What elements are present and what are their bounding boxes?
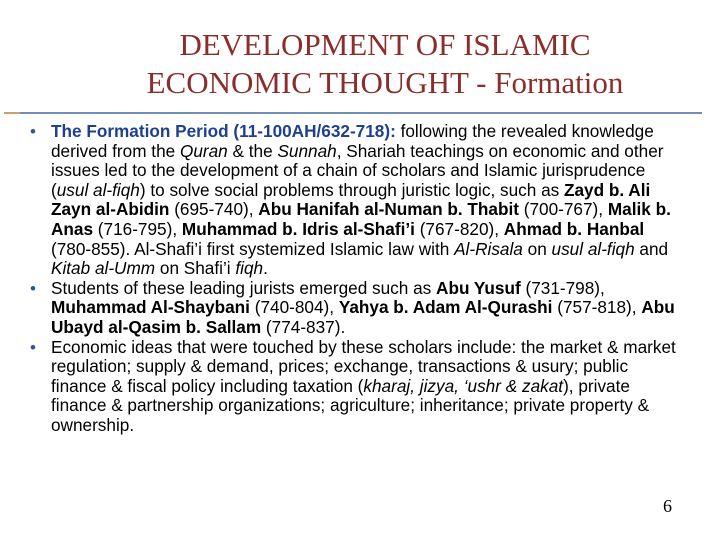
scholar-name: Muhammad b. Idris al-Shafi’i bbox=[181, 218, 415, 239]
scholar-name: Abu Ubayd al-Qasim b. Sallam bbox=[51, 297, 675, 337]
scholar-dates: (716-795), bbox=[93, 218, 182, 239]
bullet-lead: The Formation Period (11-100AH/632-718): bbox=[51, 121, 396, 141]
scholar-name: Zayd b. Ali Zayn al-Abidin bbox=[51, 179, 651, 220]
term-usul-al-fiqh: usul al-fiqh bbox=[551, 238, 635, 259]
text: on bbox=[522, 238, 552, 259]
scholar-name: Ahmad b. Hanbal bbox=[503, 218, 645, 239]
text: on Shafi’i bbox=[155, 258, 236, 279]
text: , Shariah teachings on economic and other issues led to the development of a chain of scholars and Islamic jurisprudence ( bbox=[51, 140, 664, 200]
bullet-formation-period bbox=[28, 122, 684, 279]
text: Students of these leading jurists emerged such as bbox=[51, 277, 437, 298]
bullet-economic-ideas bbox=[28, 338, 684, 436]
scholar-name: Muhammad Al-Shaybani bbox=[51, 297, 250, 318]
title-line-2: ECONOMIC THOUGHT - Formation bbox=[146, 65, 624, 100]
term-usul-al-fiqh: usul al-fiqh bbox=[56, 179, 140, 200]
scholar-name: Yahya b. Adam Al-Qurashi bbox=[338, 297, 553, 318]
text: Economic ideas that were touched by these scholars include: the market & market regulation; supply & demand, prices; exchange, transactions & usury; public finance & fiscal policy including taxation ( bbox=[51, 336, 676, 396]
slide-body bbox=[28, 122, 684, 436]
scholar-dates: (731-798), bbox=[520, 277, 605, 298]
scholar-dates: (740-804), bbox=[249, 297, 339, 318]
term-fiqh: fiqh bbox=[235, 258, 264, 279]
scholar-dates: (757-818), bbox=[552, 297, 642, 318]
title-rule-accent bbox=[4, 112, 20, 114]
bullet-icon: • bbox=[30, 337, 36, 357]
slide-title bbox=[40, 26, 720, 102]
page-number: 6 bbox=[663, 496, 672, 516]
term-sunnah: Sunnah bbox=[277, 140, 337, 161]
text: and bbox=[634, 238, 669, 259]
term-quran: Quran bbox=[179, 140, 228, 161]
term-al-risala: Al-Risala bbox=[454, 238, 523, 259]
scholar-dates: (774-837). bbox=[261, 316, 346, 337]
term-taxes: kharaj, jizya, ‘ushr & zakat bbox=[363, 375, 564, 396]
scholar-dates: (767-820), bbox=[414, 218, 504, 239]
title-line-1: DEVELOPMENT OF ISLAMIC bbox=[179, 27, 591, 62]
scholar-dates: (695-740), bbox=[169, 199, 259, 220]
title-rule bbox=[20, 112, 702, 114]
bullet-icon: • bbox=[30, 278, 36, 298]
scholar-name: Abu Hanifah al-Numan b. Thabit bbox=[258, 199, 519, 220]
scholar-name: Abu Yusuf bbox=[436, 277, 521, 298]
term-kitab-al-umm: Kitab al-Umm bbox=[51, 258, 156, 279]
scholar-name: Malik b. Anas bbox=[51, 199, 671, 239]
bullet-icon: • bbox=[30, 122, 36, 141]
text: & the bbox=[227, 140, 278, 161]
text: . bbox=[263, 258, 268, 279]
text: following the revealed knowledge derived from the bbox=[51, 121, 654, 161]
scholar-dates: (700-767), bbox=[518, 199, 608, 220]
text: (780-855). Al-Shafi’i first systemized Islamic law with bbox=[51, 238, 455, 259]
text: ), private finance & partnership organizations; agriculture; inheritance; private property & ownership. bbox=[51, 375, 650, 435]
bullet-students bbox=[28, 279, 684, 338]
text: ) to solve social problems through juristic logic, such as bbox=[139, 179, 564, 200]
